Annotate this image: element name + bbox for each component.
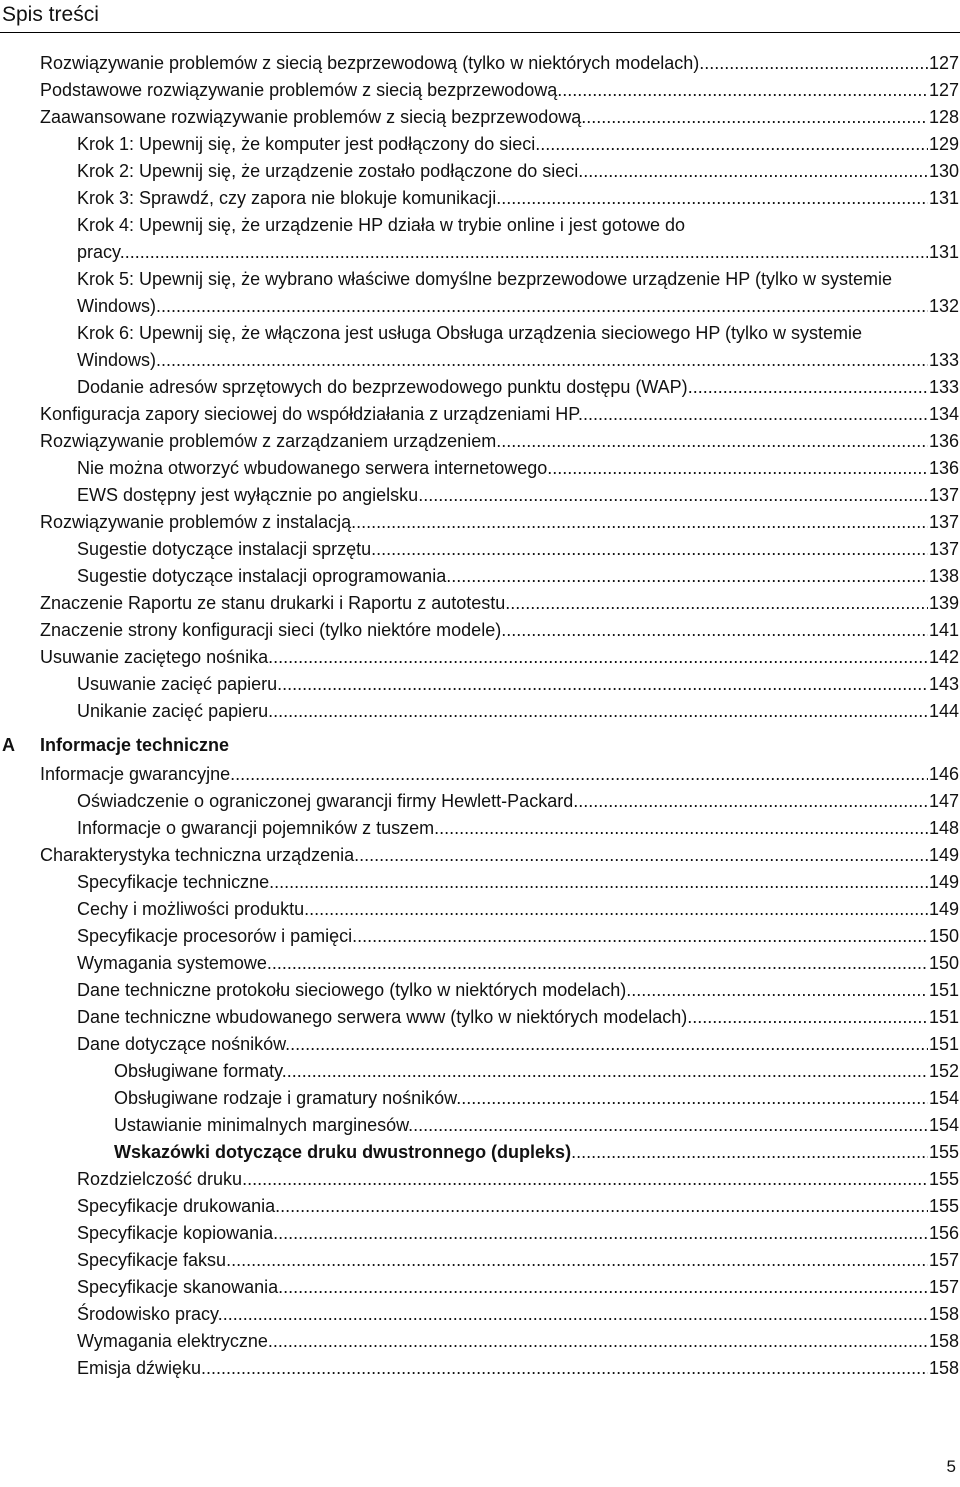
page-title: Spis treści xyxy=(2,3,99,26)
toc-entry-page: 144 xyxy=(928,698,959,725)
toc-entry[interactable] xyxy=(114,1139,959,1166)
toc-entry-title: Wymagania elektryczne ..... xyxy=(77,1331,959,1351)
toc-entry-page: 151 xyxy=(928,1004,959,1031)
toc-entry[interactable] xyxy=(77,815,959,842)
toc-entry-title: Specyfikacje techniczne ..... xyxy=(77,872,959,892)
toc-entry-title: Dodanie adresów sprzętowych do bezprzewodowego punktu dostępu (WAP) ..... xyxy=(77,377,959,397)
toc-entry-page: 137 xyxy=(928,509,959,536)
toc-entry-title: Wymagania systemowe ..... xyxy=(77,953,959,973)
toc-entry-page: 157 xyxy=(928,1247,959,1274)
toc-entry-title: Podstawowe rozwiązywanie problemów z siecią bezprzewodową ..... xyxy=(40,80,959,100)
toc-entry-page: 130 xyxy=(928,158,959,185)
toc-entry-page: 143 xyxy=(928,671,959,698)
toc-entry-page: 156 xyxy=(928,1220,959,1247)
toc-entry[interactable] xyxy=(77,788,959,815)
toc-entry-title: Informacje gwarancyjne ..... xyxy=(40,764,959,784)
toc-entry-title: Charakterystyka techniczna urządzenia ..... xyxy=(40,845,959,865)
toc-entry-page: 133 xyxy=(928,374,959,401)
toc-entry-title: Krok 4: Upewnij się, że urządzenie HP działa w trybie online i jest gotowe do pracy ..... xyxy=(77,215,959,262)
toc-entry-page: 131 xyxy=(928,239,959,266)
toc-entry[interactable] xyxy=(114,1085,959,1112)
toc-entry-page: 139 xyxy=(928,590,959,617)
toc-entry-page: 136 xyxy=(928,428,959,455)
toc-entry-title: Specyfikacje drukowania ..... xyxy=(77,1196,959,1216)
toc-entry-title: Sugestie dotyczące instalacji sprzętu ..... xyxy=(77,539,959,559)
toc-entry[interactable] xyxy=(77,1031,959,1058)
toc-entry[interactable] xyxy=(77,1274,959,1301)
toc-entry-title: Rozdzielczość druku ..... xyxy=(77,1169,959,1189)
toc-entry-page: 157 xyxy=(928,1274,959,1301)
toc-entry-page: 154 xyxy=(928,1112,959,1139)
toc-entry-title: Dane techniczne protokołu sieciowego (tylko w niektórych modelach) ..... xyxy=(77,980,959,1000)
toc-entry[interactable] xyxy=(77,482,959,509)
toc-entry[interactable] xyxy=(40,77,959,104)
toc-entry-page: 133 xyxy=(928,347,959,374)
toc-entry-title: Rozwiązywanie problemów z zarządzaniem urządzeniem ..... xyxy=(40,431,959,451)
toc-entry[interactable] xyxy=(77,131,959,158)
toc-entry-title: Krok 3: Sprawdź, czy zapora nie blokuje komunikacji ..... xyxy=(77,188,959,208)
toc-entry-page: 151 xyxy=(928,1031,959,1058)
toc-entry-title: Specyfikacje procesorów i pamięci ..... xyxy=(77,926,959,946)
toc-entry-page: 158 xyxy=(928,1328,959,1355)
toc-entry-page: 137 xyxy=(928,536,959,563)
toc-entry[interactable] xyxy=(77,896,959,923)
toc-entry[interactable] xyxy=(77,698,959,725)
toc-entry[interactable] xyxy=(77,266,959,320)
toc-entry-title: Krok 6: Upewnij się, że włączona jest usługa Obsługa urządzenia sieciowego HP (tylko w systemie Windows) ..... xyxy=(77,323,959,370)
toc-entry-title: Dane techniczne wbudowanego serwera www (tylko w niektórych modelach) ..... xyxy=(77,1007,959,1027)
toc-entry[interactable] xyxy=(40,590,959,617)
toc-entry[interactable] xyxy=(40,428,959,455)
toc-entry-title: Konfiguracja zapory sieciowej do współdziałania z urządzeniami HP ..... xyxy=(40,404,959,424)
toc-entry[interactable] xyxy=(77,563,959,590)
toc-entry[interactable] xyxy=(77,869,959,896)
toc-entry-title: Krok 2: Upewnij się, że urządzenie zostało podłączone do sieci ..... xyxy=(77,161,959,181)
toc-entry-title: Środowisko pracy ..... xyxy=(77,1304,959,1324)
toc-entry-page: 134 xyxy=(928,401,959,428)
toc-entry[interactable] xyxy=(114,1058,959,1085)
toc-entry-page: 127 xyxy=(928,77,959,104)
appendix-letter: A xyxy=(2,735,15,755)
toc-entry[interactable] xyxy=(40,401,959,428)
toc-entry-title: Znaczenie Raportu ze stanu drukarki i Raportu z autotestu ..... xyxy=(40,593,959,613)
toc-entry[interactable] xyxy=(77,455,959,482)
toc-entry-title: Obsługiwane formaty ..... xyxy=(114,1061,959,1081)
toc-entry-title: Obsługiwane rodzaje i gramatury nośników ..... xyxy=(114,1088,959,1108)
toc-entry[interactable] xyxy=(77,1004,959,1031)
toc-entry-page: 155 xyxy=(928,1166,959,1193)
toc-entry[interactable] xyxy=(40,617,959,644)
toc-entry-page: 154 xyxy=(928,1085,959,1112)
toc-entry[interactable] xyxy=(77,374,959,401)
toc-entry-title: Ustawianie minimalnych marginesów ..... xyxy=(114,1115,959,1135)
toc-entry-page: 152 xyxy=(928,1058,959,1085)
appendix-heading xyxy=(2,729,959,761)
toc-entry-title: Rozwiązywanie problemów z instalacją ..... xyxy=(40,512,959,532)
toc-entry-page: 132 xyxy=(928,293,959,320)
toc-entry[interactable] xyxy=(40,509,959,536)
toc-entry-title: Unikanie zacięć papieru ..... xyxy=(77,701,959,721)
toc-entry[interactable] xyxy=(114,1112,959,1139)
toc-entry-page: 138 xyxy=(928,563,959,590)
toc-entry-page: 131 xyxy=(928,185,959,212)
toc-entry-page: 146 xyxy=(928,761,959,788)
toc-entry-title: Rozwiązywanie problemów z siecią bezprzewodową (tylko w niektórych modelach) ..... xyxy=(40,53,959,73)
toc-entry[interactable] xyxy=(77,1355,959,1382)
toc-entry[interactable] xyxy=(77,185,959,212)
toc-entry-page: 141 xyxy=(928,617,959,644)
toc-entry-page: 150 xyxy=(928,923,959,950)
toc-entry-title: Specyfikacje faksu ..... xyxy=(77,1250,959,1270)
toc-entry-page: 137 xyxy=(928,482,959,509)
toc-entry[interactable] xyxy=(77,977,959,1004)
toc-entry[interactable] xyxy=(77,158,959,185)
toc-entry[interactable] xyxy=(77,1166,959,1193)
toc-entry-page: 150 xyxy=(928,950,959,977)
toc-entry[interactable] xyxy=(77,923,959,950)
toc-entry[interactable] xyxy=(77,536,959,563)
toc-entry[interactable] xyxy=(77,1247,959,1274)
toc-entry-title: EWS dostępny jest wyłącznie po angielsku ..... xyxy=(77,485,959,505)
toc-entry-title: Krok 5: Upewnij się, że wybrano właściwe domyślne bezprzewodowe urządzenie HP (tylko w systemie Windows) ..... xyxy=(77,269,959,316)
toc-entry[interactable] xyxy=(40,761,959,788)
toc-entry[interactable] xyxy=(77,1220,959,1247)
toc-entry-page: 147 xyxy=(928,788,959,815)
toc-entry-title: Zaawansowane rozwiązywanie problemów z siecią bezprzewodową ..... xyxy=(40,107,959,127)
toc-entry[interactable] xyxy=(77,1301,959,1328)
toc-entry-title: Cechy i możliwości produktu ..... xyxy=(77,899,959,919)
toc-entry-title: Znaczenie strony konfiguracji sieci (tylko niektóre modele) ..... xyxy=(40,620,959,640)
toc-section-technical-info xyxy=(40,761,959,1382)
toc-entry-page: 155 xyxy=(928,1139,959,1166)
toc-entry[interactable] xyxy=(77,1328,959,1355)
toc-entry-title: Specyfikacje kopiowania ..... xyxy=(77,1223,959,1243)
toc-entry-page: 149 xyxy=(928,869,959,896)
toc-entry-page: 158 xyxy=(928,1355,959,1382)
toc-entry-page: 158 xyxy=(928,1301,959,1328)
toc-entry-title: Krok 1: Upewnij się, że komputer jest podłączony do sieci ..... xyxy=(77,134,959,154)
toc-entry-page: 127 xyxy=(928,50,959,77)
table-of-contents xyxy=(2,50,959,1382)
toc-entry[interactable] xyxy=(40,50,959,77)
toc-entry-page: 148 xyxy=(928,815,959,842)
page-number: 5 xyxy=(946,1457,956,1476)
toc-entry-title: Specyfikacje skanowania ..... xyxy=(77,1277,959,1297)
toc-entry-title: Emisja dźwięku ..... xyxy=(77,1358,959,1378)
toc-entry[interactable] xyxy=(40,104,959,131)
toc-entry-page: 151 xyxy=(928,977,959,1004)
toc-entry-title: Nie można otworzyć wbudowanego serwera internetowego ..... xyxy=(77,458,959,478)
toc-entry-page: 149 xyxy=(928,896,959,923)
toc-entry-title: Wskazówki dotyczące druku dwustronnego (dupleks) ..... xyxy=(114,1142,959,1162)
toc-entry-page: 142 xyxy=(928,644,959,671)
toc-entry[interactable] xyxy=(77,1193,959,1220)
appendix-title: Informacje techniczne xyxy=(40,735,230,755)
toc-entry[interactable] xyxy=(77,212,959,266)
toc-entry[interactable] xyxy=(40,842,959,869)
toc-entry-title: Oświadczenie o ograniczonej gwarancji firmy Hewlett-Packard ..... xyxy=(77,791,959,811)
toc-entry[interactable] xyxy=(40,644,959,671)
toc-entry-page: 128 xyxy=(928,104,959,131)
toc-entry-title: Dane dotyczące nośników ..... xyxy=(77,1034,959,1054)
toc-entry[interactable] xyxy=(77,320,959,374)
toc-entry-page: 129 xyxy=(928,131,959,158)
toc-entry-title: Sugestie dotyczące instalacji oprogramowania ..... xyxy=(77,566,959,586)
toc-entry-page: 136 xyxy=(928,455,959,482)
toc-entry-title: Usuwanie zaciętego nośnika ..... xyxy=(40,647,959,667)
toc-entry[interactable] xyxy=(77,950,959,977)
toc-entry-title: Usuwanie zacięć papieru ..... xyxy=(77,674,959,694)
toc-entry-page: 155 xyxy=(928,1193,959,1220)
toc-entry[interactable] xyxy=(77,671,959,698)
toc-entry-title: Informacje o gwarancji pojemników z tuszem ..... xyxy=(77,818,959,838)
header-rule xyxy=(0,32,960,33)
toc-section-troubleshooting xyxy=(40,50,959,725)
toc-entry-page: 149 xyxy=(928,842,959,869)
